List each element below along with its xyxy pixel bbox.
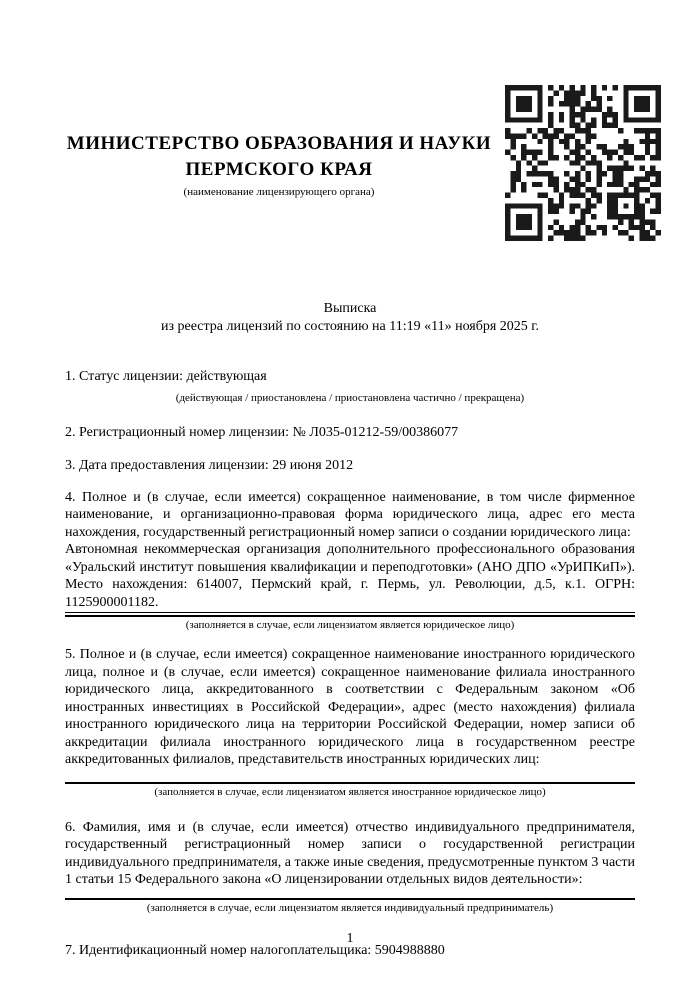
ministry-name-line2: ПЕРМСКОГО КРАЯ (185, 159, 373, 180)
license-status-options-note: (действующая / приостановлена / приостановлена частично / прекращена) (175, 391, 525, 404)
entrepreneur-intro: 6. Фамилия, имя и (в случае, если имеется) отчество индивидуального предпринимателя, государственный регистрационный номер записи о государственной регистрации индивидуального предпринимателя, а также иные сведения, предусмотренные пунктом 3 части 1 статьи 15 Федерального закона «О лицензировании отдельных видов деятельности»: (65, 819, 635, 887)
legal-entity-value: Автономная некоммерческая организация дополнительного профессионального образования «Уральский институт повышения квалификации и переподготовки» (АНО ДПО «УрИПКиП»). Место нахождения: 614007, Пермский край, г. Пермь, ул. Революции, д.5, к.1. ОГРН: 1125900001182. (65, 542, 635, 610)
license-status-line: 1. Статус лицензии: действующая (65, 369, 267, 384)
document-title-line2: из реестра лицензий по состоянию на 11:19 «11» ноября 2025 г. (161, 319, 539, 334)
document-body (65, 300, 635, 959)
ministry-caption: (наименование лицензирующего органа) (183, 186, 375, 198)
entrepreneur-fill-rule (65, 898, 635, 900)
foreign-entity-intro: 5. Полное и (в случае, если имеется) сокращенное наименование иностранного юридического лица, полное и (в случае, если имеется) сокращенное наименование филиала иностранного юридического лица, аккредитованного в соответствии с Федеральным законом «Об иностранных инвестициях в Российской Федерации», адрес (место нахождения) филиала иностранного юридического лица на территории Российской Федерации, номер записи об аккредитации филиала иностранного юридического лица в государственном реестре аккредитованных филиалов, представительств иностранных юридических лиц: (65, 647, 635, 767)
legal-entity-fill-rule (65, 612, 635, 617)
issuing-authority-block (65, 131, 493, 199)
entrepreneur-fill-note: (заполняется в случае, если лицензиатом является индивидуальный предприниматель) (146, 901, 554, 914)
document-title-line1: Выписка (323, 301, 377, 316)
document-title (65, 300, 635, 336)
qr-code (505, 85, 661, 241)
foreign-entity-fill-note: (заполняется в случае, если лицензиатом является иностранное юридическое лицо) (154, 785, 546, 798)
ministry-name-line1: МИНИСТЕРСТВО ОБРАЗОВАНИЯ И НАУКИ (66, 133, 492, 154)
registration-number-line: 2. Регистрационный номер лицензии: № Л035-01212-59/00386077 (65, 424, 459, 440)
page-number: 1 (346, 931, 354, 946)
taxpayer-id-line: 7. Идентификационный номер налогоплательщика: 5904988880 (65, 942, 445, 958)
foreign-entity-fill-rule (65, 782, 635, 784)
legal-entity-fill-note: (заполняется в случае, если лицензиатом является юридическое лицо) (185, 619, 515, 631)
license-grant-date-line: 3. Дата предоставления лицензии: 29 июня 2012 (65, 458, 354, 473)
legal-entity-intro: 4. Полное и (в случае, если имеется) сокращенное наименование, в том числе фирменное наименование, и организационно-правовая форма юридического лица, адрес его места нахождения, государственный регистрационный номер записи о создании юридического лица: (65, 489, 635, 540)
